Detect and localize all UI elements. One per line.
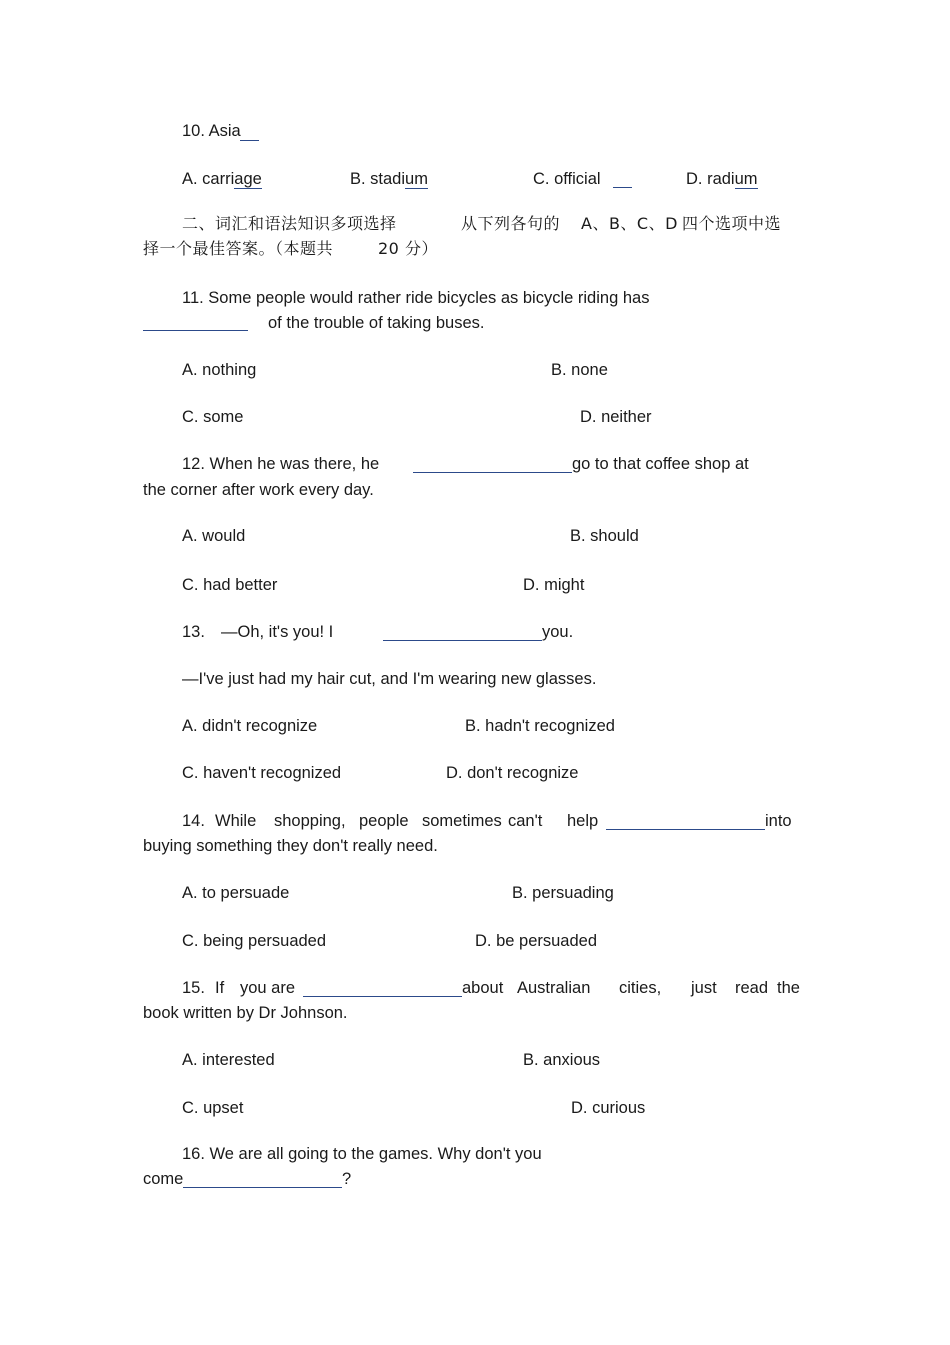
- q11-option-b: B. none: [551, 361, 608, 379]
- q12-blank[interactable]: [413, 472, 572, 473]
- section-2-letters: A、B、C、D: [581, 214, 678, 233]
- q11-blank[interactable]: [143, 330, 248, 331]
- q10-blank[interactable]: [240, 140, 259, 141]
- q10-option-a: A. carriage: [182, 170, 262, 188]
- q15-word: about: [462, 979, 504, 997]
- q14-word: While: [215, 812, 257, 830]
- q11-option-a: A. nothing: [182, 361, 257, 379]
- q14-word: 14.: [182, 812, 205, 830]
- q13-line2: —I've just had my hair cut, and I'm wearing new glasses.: [182, 670, 597, 688]
- q14-word: can't: [508, 812, 543, 830]
- q15-word: If: [215, 979, 225, 997]
- section-2-instruction: 从下列各句的: [461, 214, 561, 233]
- q13-line1: —Oh, it's you! I: [221, 623, 334, 641]
- q11-option-c: C. some: [182, 408, 244, 426]
- q12-option-d: D. might: [523, 576, 585, 594]
- q15-word: read: [735, 979, 769, 997]
- q14-word: shopping,: [274, 812, 346, 830]
- q12-option-b: B. should: [570, 527, 639, 545]
- section-2-title: 二、词汇和语法知识多项选择: [182, 214, 397, 233]
- q11-line1: 11. Some people would rather ride bicycles as bicycle riding has: [182, 289, 650, 307]
- q10-option-c: C. official: [533, 170, 601, 188]
- q16-blank[interactable]: [183, 1187, 342, 1188]
- q15-option-c: C. upset: [182, 1099, 244, 1117]
- q16-line2-end: ?: [342, 1170, 352, 1188]
- q11-line2: of the trouble of taking buses.: [268, 314, 485, 332]
- q13-option-a: A. didn't recognize: [182, 717, 318, 735]
- q15-word: the: [777, 979, 800, 997]
- q14-word: into: [765, 812, 792, 830]
- q15-option-d: D. curious: [571, 1099, 646, 1117]
- q14-option-c: C. being persuaded: [182, 932, 327, 950]
- q12-line1-cont: go to that coffee shop at: [572, 455, 749, 473]
- q12-line2: the corner after work every day.: [143, 481, 374, 499]
- q15-option-a: A. interested: [182, 1051, 275, 1069]
- q12-line1: 12. When he was there, he: [182, 455, 380, 473]
- section-2-line2: 择一个最佳答案。（本题共: [143, 239, 334, 258]
- q15-word: cities,: [619, 979, 662, 997]
- q12-option-a: A. would: [182, 527, 246, 545]
- q13-option-d: D. don't recognize: [446, 764, 579, 782]
- q10-option-d: D. radium: [686, 170, 758, 188]
- q13-line1-cont: you.: [542, 623, 574, 641]
- q13-option-c: C. haven't recognized: [182, 764, 342, 782]
- q10-option-c-underline: [613, 187, 632, 188]
- q14-word: people: [359, 812, 409, 830]
- q10-option-b: B. stadium: [350, 170, 428, 188]
- q16-line1: 16. We are all going to the games. Why don't you: [182, 1145, 542, 1163]
- section-2-points: 20 分）: [378, 239, 438, 258]
- q15-blank[interactable]: [303, 996, 462, 997]
- q16-line2: come: [143, 1170, 184, 1188]
- q11-option-d: D. neither: [580, 408, 652, 426]
- q15-word: you are: [240, 979, 296, 997]
- q14-word: sometimes: [422, 812, 502, 830]
- q14-option-d: D. be persuaded: [475, 932, 598, 950]
- q14-line2: buying something they don't really need.: [143, 837, 438, 855]
- q15-word: just: [691, 979, 717, 997]
- q13-number: 13.: [182, 623, 205, 641]
- q12-option-c: C. had better: [182, 576, 278, 594]
- q15-line2: book written by Dr Johnson.: [143, 1004, 348, 1022]
- q14-blank[interactable]: [606, 829, 765, 830]
- q15-word: Australian: [517, 979, 591, 997]
- q14-option-b: B. persuading: [512, 884, 614, 902]
- q10-stem: 10. Asia: [182, 122, 241, 140]
- q13-blank[interactable]: [383, 640, 542, 641]
- q14-word: help: [567, 812, 599, 830]
- q14-option-a: A. to persuade: [182, 884, 290, 902]
- q13-option-b: B. hadn't recognized: [465, 717, 615, 735]
- section-2-instruction-cont: 四个选项中选: [682, 214, 782, 233]
- q15-option-b: B. anxious: [523, 1051, 601, 1069]
- q15-word: 15.: [182, 979, 205, 997]
